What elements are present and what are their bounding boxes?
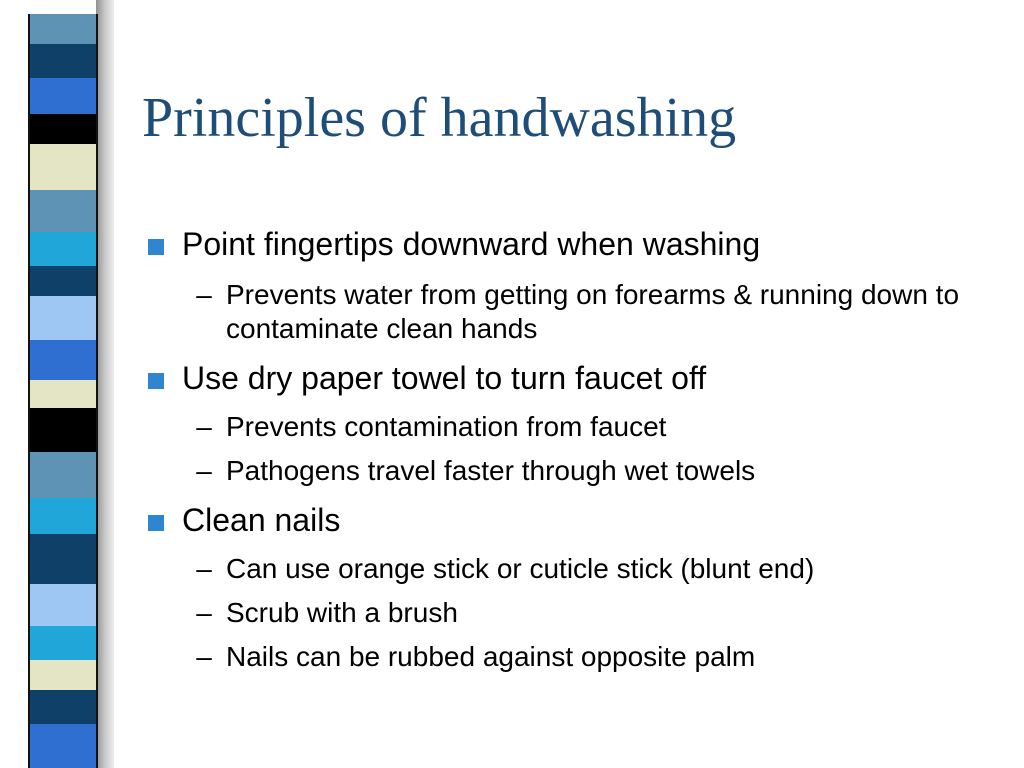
sub-item-3-3 — [142, 640, 1012, 674]
sub-text: Prevents contamination from faucet — [226, 411, 667, 442]
sub-text: Scrub with a brush — [226, 597, 458, 628]
sub-text: Prevents water from getting on forearms & running down to contaminate clean hands — [226, 279, 960, 344]
strip-band — [28, 408, 98, 452]
strip-band — [28, 14, 98, 44]
strip-band — [28, 114, 98, 144]
strip-band — [28, 498, 98, 534]
sub-item-3-1 — [142, 552, 1012, 586]
sub-text: Pathogens travel faster through wet towels — [226, 455, 756, 486]
strip-band — [28, 232, 98, 266]
sub-item-2-1 — [142, 410, 1012, 444]
sub-item-2-2 — [142, 454, 1012, 488]
strip-band — [28, 296, 98, 340]
strip-band — [28, 584, 98, 626]
bullet-text: Use dry paper towel to turn faucet off — [182, 360, 707, 396]
strip-band — [28, 78, 98, 114]
strip-band — [28, 44, 98, 78]
strip-band — [28, 380, 98, 408]
strip-band — [28, 266, 98, 296]
dash-marker: – — [196, 411, 212, 442]
square-bullet-icon — [148, 373, 164, 389]
dash-marker: – — [196, 455, 212, 486]
strip-band — [28, 660, 98, 690]
dash-marker: – — [196, 279, 212, 310]
bullet-item-1 — [142, 224, 1012, 264]
strip-shadow — [96, 0, 114, 768]
bullet-item-2 — [142, 358, 1012, 398]
dash-marker: – — [196, 597, 212, 628]
square-bullet-icon — [148, 239, 164, 255]
strip-band — [28, 452, 98, 498]
dash-marker: – — [196, 641, 212, 672]
slide-title: Principles of handwashing — [142, 87, 737, 149]
strip-band — [28, 626, 98, 660]
strip-band — [28, 534, 98, 584]
decorative-color-strip — [0, 0, 118, 768]
bullet-text: Clean nails — [182, 502, 341, 538]
bullet-list — [142, 224, 1012, 674]
square-bullet-icon — [148, 515, 164, 531]
sub-item-1-1 — [142, 278, 1012, 346]
bullet-item-3 — [142, 500, 1012, 540]
bullet-text: Point fingertips downward when washing — [182, 226, 761, 262]
strip-band — [28, 190, 98, 232]
strip-band — [28, 340, 98, 380]
strip-band — [28, 724, 98, 768]
sub-text: Nails can be rubbed against opposite palm — [226, 641, 756, 672]
dash-marker: – — [196, 553, 212, 584]
sub-text: Can use orange stick or cuticle stick (blunt end) — [226, 553, 815, 584]
strip-band — [28, 144, 98, 190]
strip-band — [28, 690, 98, 724]
sub-item-3-2 — [142, 596, 1012, 630]
